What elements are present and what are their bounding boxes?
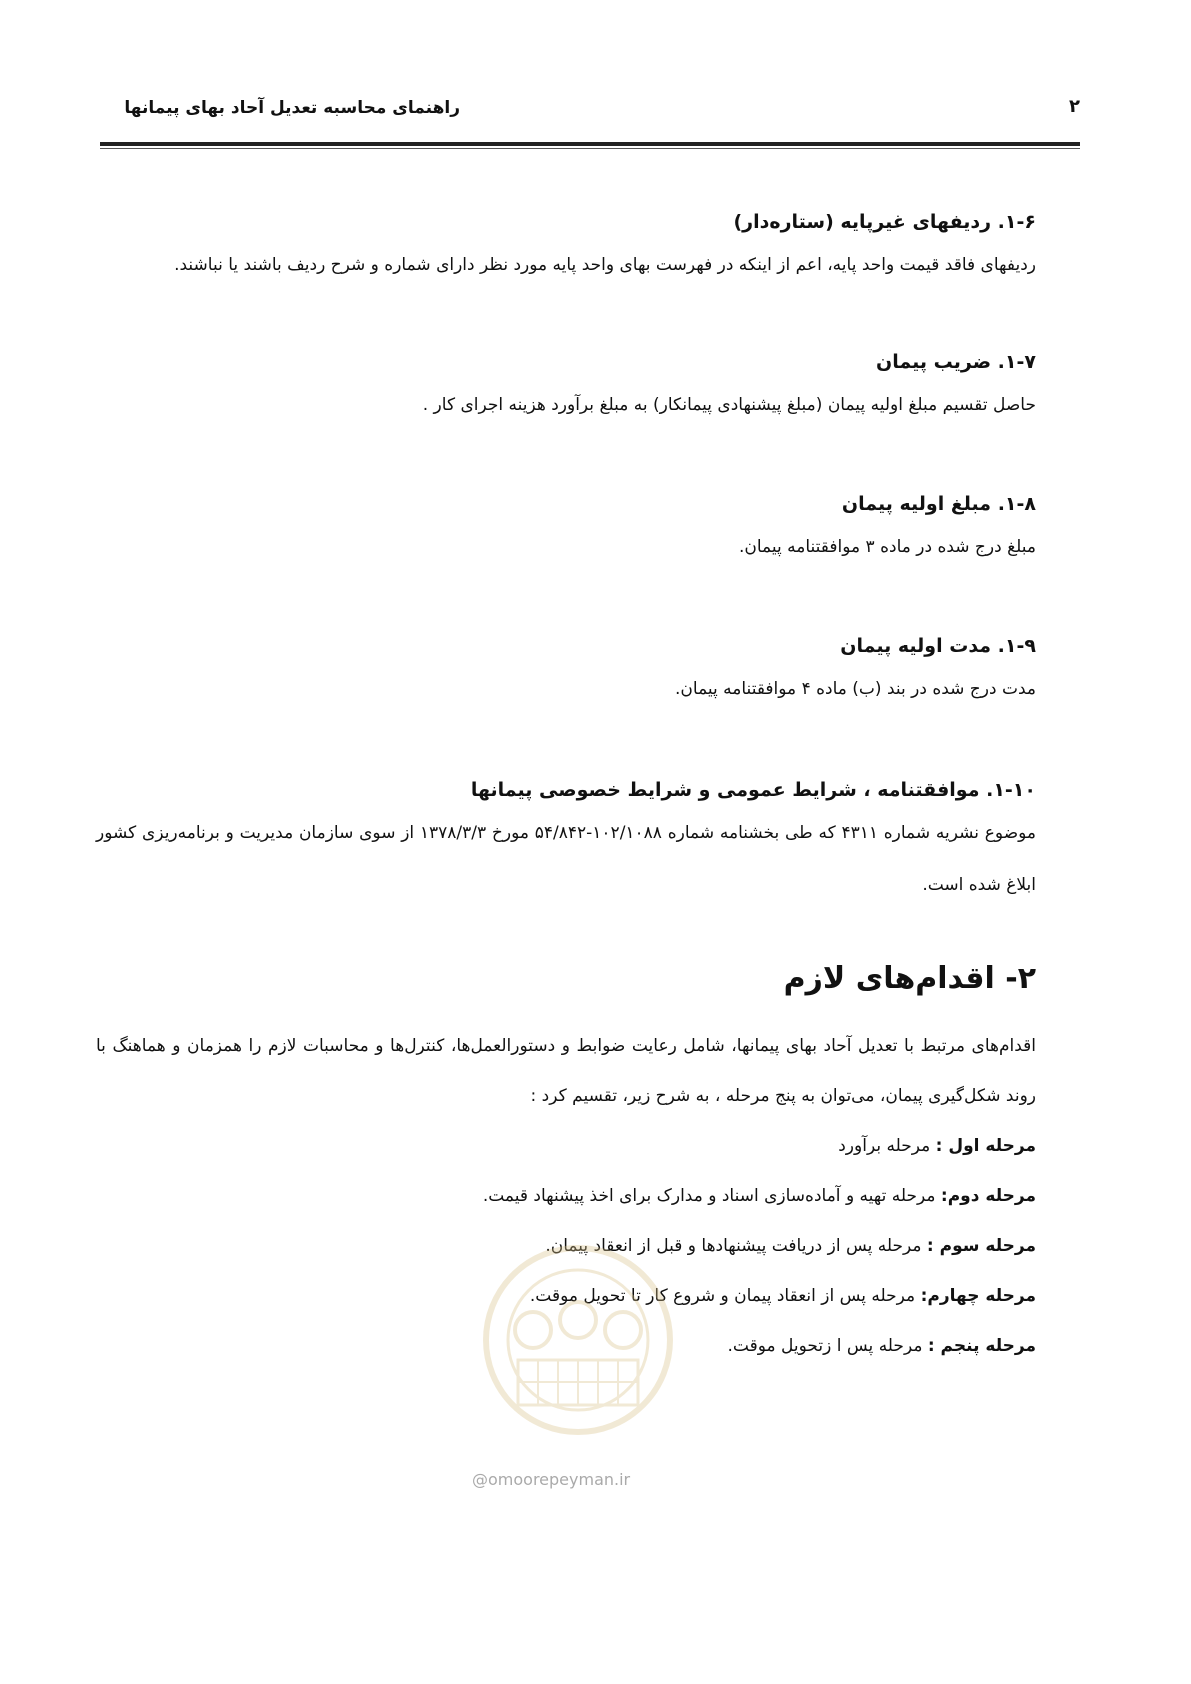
main-section-intro: اقدام‌های مرتبط با تعدیل آحاد بهای پیمانها، شامل رعایت ضوابط و دستورالعمل‌ها، کنترل‌ها و محاسبات لازم را همزمان و هماهنگ با روند شکل‌گیری پیمان، می‌توان به پنج مرحله ، به شرح زیر، تقسیم کرد : xyxy=(96,1036,1036,1106)
main-section-title: ۲- اقدام‌های لازم xyxy=(783,961,1036,996)
header-title: راهنمای محاسبه تعدیل آحاد بهای پیمانها xyxy=(124,98,460,118)
page-number: ۲ xyxy=(1069,96,1080,117)
section-1-10 xyxy=(96,773,1036,911)
stage-label: مرحله پنجم : xyxy=(927,1336,1036,1356)
stage-text: مرحله پس از دریافت پیشنهادها و قبل از انعقاد پیمان. xyxy=(545,1236,922,1256)
stage-label: مرحله سوم : xyxy=(926,1236,1036,1256)
section-body: مدت درج شده در بند (ب) ماده ۴ موافقتنامه پیمان. xyxy=(675,679,1036,699)
stage-item xyxy=(96,1171,1036,1221)
section-1-6 xyxy=(96,205,1036,291)
section-body: موضوع نشریه شماره ۴۳۱۱ که طی بخشنامه شماره ۱۰۲/۱۰۸۸-۵۴/۸۴۲ مورخ ۱۳۷۸/۳/۳ از سوی سازمان مدیریت و برنامه‌ریزی کشور ابلاغ شده است. xyxy=(96,823,1037,895)
section-1-7 xyxy=(96,345,1036,431)
stage-text: مرحله برآورد xyxy=(838,1136,931,1156)
stage-label: مرحله دوم: xyxy=(940,1186,1036,1206)
stage-label: مرحله چهارم: xyxy=(920,1286,1036,1306)
section-body: حاصل تقسیم مبلغ اولیه پیمان (مبلغ پیشنهادی پیمانکار) به مبلغ برآورد هزینه اجرای کار . xyxy=(422,395,1036,415)
section-body: ردیفهای فاقد قیمت واحد پایه، اعم از اینکه در فهرست بهای واحد پایه مورد نظر دارای شماره و شرح ردیف باشند یا نباشند. xyxy=(174,255,1036,275)
page-header xyxy=(100,92,1080,132)
section-title: ۱-۶. ردیفهای غیرپایه (ستاره‌دار) xyxy=(733,211,1036,233)
watermark-url: @omoorepeyman.ir xyxy=(472,1470,631,1489)
section-1-8 xyxy=(96,487,1036,573)
section-title: ۱-۹. مدت اولیه پیمان xyxy=(840,635,1036,657)
stage-text: مرحله پس از انعقاد پیمان و شروع کار تا تحویل موقت. xyxy=(529,1286,916,1306)
watermark-logo-icon xyxy=(478,1240,678,1440)
stage-label: مرحله اول : xyxy=(935,1136,1036,1156)
page-content xyxy=(96,205,1036,1371)
stage-text: مرحله تهیه و آماده‌سازی اسناد و مدارک برای اخذ پیشنهاد قیمت. xyxy=(482,1186,936,1206)
stage-item xyxy=(96,1121,1036,1171)
section-title: ۱-۱۰. موافقتنامه ، شرایط عمومی و شرایط خصوصی پیمانها xyxy=(470,779,1036,801)
stage-text: مرحله پس ا زتحویل موقت. xyxy=(727,1336,923,1356)
header-rule-thin xyxy=(100,148,1080,149)
section-title: ۱-۷. ضریب پیمان xyxy=(876,351,1036,373)
section-1-9 xyxy=(96,629,1036,715)
section-title: ۱-۸. مبلغ اولیه پیمان xyxy=(841,493,1036,515)
header-rule xyxy=(100,142,1080,146)
section-body: مبلغ درج شده در ماده ۳ موافقتنامه پیمان. xyxy=(738,537,1036,557)
